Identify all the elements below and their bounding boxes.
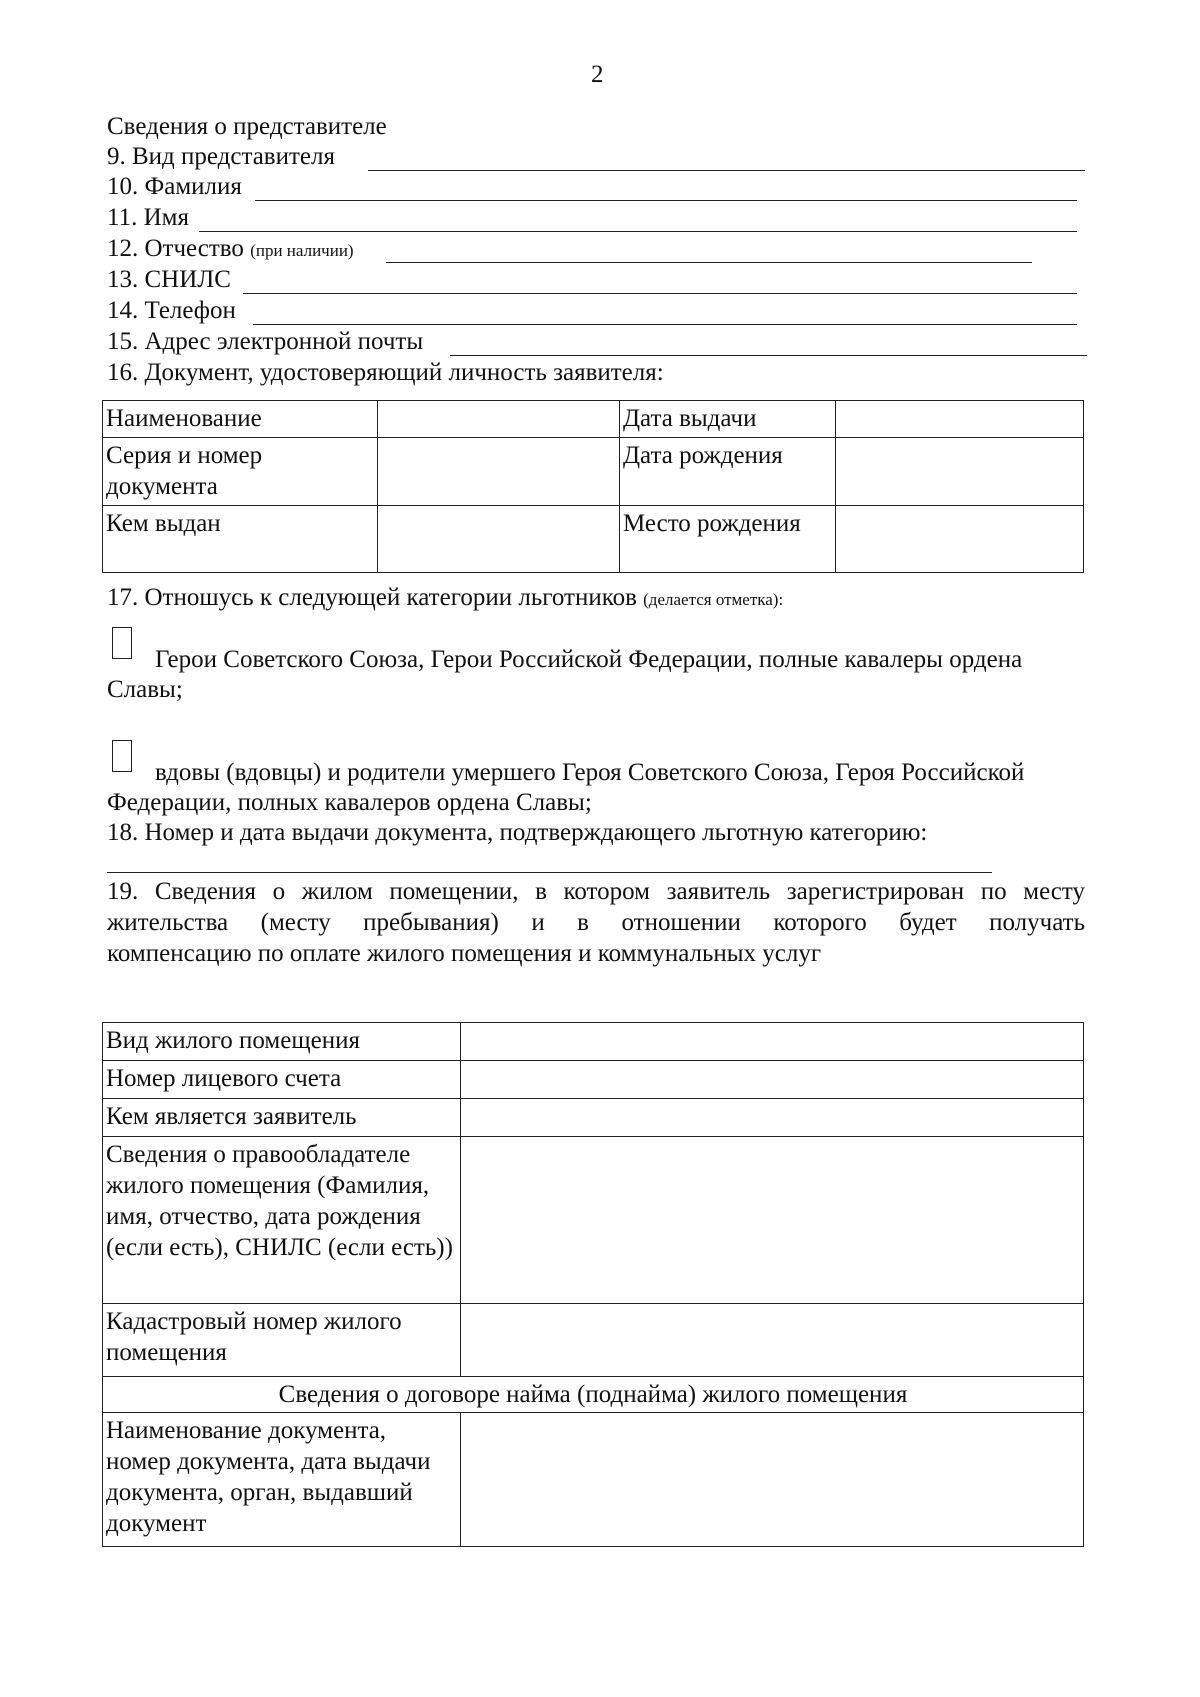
field-surname-line[interactable]: [255, 200, 1077, 201]
field-patronymic-line[interactable]: [386, 262, 1032, 263]
benefit-checkbox-widows[interactable]: [112, 740, 132, 772]
field-representative-type-label: 9. Вид представителя: [107, 143, 335, 170]
housing-label-account: Номер лицевого счета: [103, 1061, 461, 1099]
field-patronymic-note: (при наличии): [250, 241, 354, 260]
identity-label-birth-date: Дата рождения: [620, 438, 836, 506]
identity-row-3: [103, 506, 1084, 573]
housing-value-applicant-role[interactable]: [461, 1099, 1084, 1137]
housing-label-contract-doc: Наименование документа, номер документа, дата выдачи документа, орган, выдавший документ: [103, 1413, 461, 1547]
housing-label-cadastral: Кадастровый номер жилого помещения: [103, 1304, 461, 1377]
housing-row-contract-doc: [103, 1413, 1084, 1547]
benefit-option-heroes-line2: Славы;: [107, 676, 183, 703]
field-representative-type-line[interactable]: [368, 170, 1085, 171]
housing-contract-heading: Сведения о договоре найма (поднайма) жилого помещения: [103, 1377, 1084, 1413]
housing-row-account: [103, 1061, 1084, 1099]
housing-row-owner: [103, 1137, 1084, 1304]
identity-label-birth-place: Место рождения: [620, 506, 836, 573]
housing-value-owner[interactable]: [461, 1137, 1084, 1304]
housing-heading-line1: 19. Сведения о жилом помещении, в котором заявитель зарегистрирован по месту: [107, 878, 1085, 905]
representative-heading: Сведения о представителе: [107, 113, 387, 140]
field-patronymic-label-text: 12. Отчество: [107, 235, 244, 262]
field-snils-line[interactable]: [243, 293, 1077, 294]
identity-value-birth-place[interactable]: [836, 506, 1084, 573]
benefit-heading-note: (делается отметка):: [643, 590, 784, 609]
benefit-option-widows-line2: Федерации, полных кавалеров ордена Славы;: [107, 789, 592, 816]
housing-value-cadastral[interactable]: [461, 1304, 1084, 1377]
housing-label-owner: Сведения о правообладателе жилого помещения (Фамилия, имя, отчество, дата рождения (если есть), СНИЛС (если есть)): [103, 1137, 461, 1304]
identity-value-issued-by[interactable]: [378, 506, 620, 573]
housing-label-type: Вид жилого помещения: [103, 1023, 461, 1061]
page-number: 2: [591, 61, 604, 88]
field-email-label: 15. Адрес электронной почты: [107, 328, 424, 355]
field-phone-line[interactable]: [253, 324, 1077, 325]
benefit-doc-line[interactable]: [107, 872, 992, 873]
field-phone-label: 14. Телефон: [107, 297, 236, 324]
field-surname-label: 10. Фамилия: [107, 173, 242, 200]
housing-value-account[interactable]: [461, 1061, 1084, 1099]
benefit-checkbox-heroes[interactable]: [112, 627, 132, 659]
identity-doc-table: [102, 400, 1084, 573]
housing-row-contract-heading: [103, 1377, 1084, 1413]
identity-row-1: [103, 401, 1084, 438]
housing-label-applicant-role: Кем является заявитель: [103, 1099, 461, 1137]
identity-row-2: [103, 438, 1084, 506]
identity-label-issue-date: Дата выдачи: [620, 401, 836, 438]
housing-value-contract-doc[interactable]: [461, 1413, 1084, 1547]
identity-label-name: Наименование: [103, 401, 378, 438]
housing-table: [102, 1022, 1084, 1547]
housing-value-type[interactable]: [461, 1023, 1084, 1061]
field-snils-label: 13. СНИЛС: [107, 266, 231, 293]
housing-heading-line2: жительства (месту пребывания) и в отношении которого будет получать: [107, 909, 1085, 936]
identity-value-birth-date[interactable]: [836, 438, 1084, 506]
field-patronymic-label: [107, 234, 354, 266]
identity-value-issue-date[interactable]: [836, 401, 1084, 438]
identity-doc-heading: 16. Документ, удостоверяющий личность заявителя:: [107, 359, 664, 386]
benefit-option-widows-line1: вдовы (вдовцы) и родители умершего Героя Советского Союза, Героя Российской: [155, 759, 1025, 786]
field-name-label: 11. Имя: [107, 204, 189, 231]
identity-label-issued-by: Кем выдан: [103, 506, 378, 573]
housing-row-cadastral: [103, 1304, 1084, 1377]
identity-label-series-number: Серия и номер документа: [103, 438, 378, 506]
field-name-line[interactable]: [199, 231, 1077, 232]
benefit-heading: [107, 583, 783, 615]
benefit-option-heroes-line1: Герои Советского Союза, Герои Российской Федерации, полные кавалеры ордена: [155, 646, 1023, 673]
identity-value-name[interactable]: [378, 401, 620, 438]
identity-value-series-number[interactable]: [378, 438, 620, 506]
benefit-heading-text: 17. Отношусь к следующей категории льготников: [107, 584, 637, 611]
field-email-line[interactable]: [450, 355, 1087, 356]
benefit-doc-heading: 18. Номер и дата выдачи документа, подтверждающего льготную категорию:: [107, 819, 928, 846]
housing-heading-line3: компенсацию по оплате жилого помещения и коммунальных услуг: [107, 940, 822, 967]
housing-row-type: [103, 1023, 1084, 1061]
housing-row-applicant-role: [103, 1099, 1084, 1137]
